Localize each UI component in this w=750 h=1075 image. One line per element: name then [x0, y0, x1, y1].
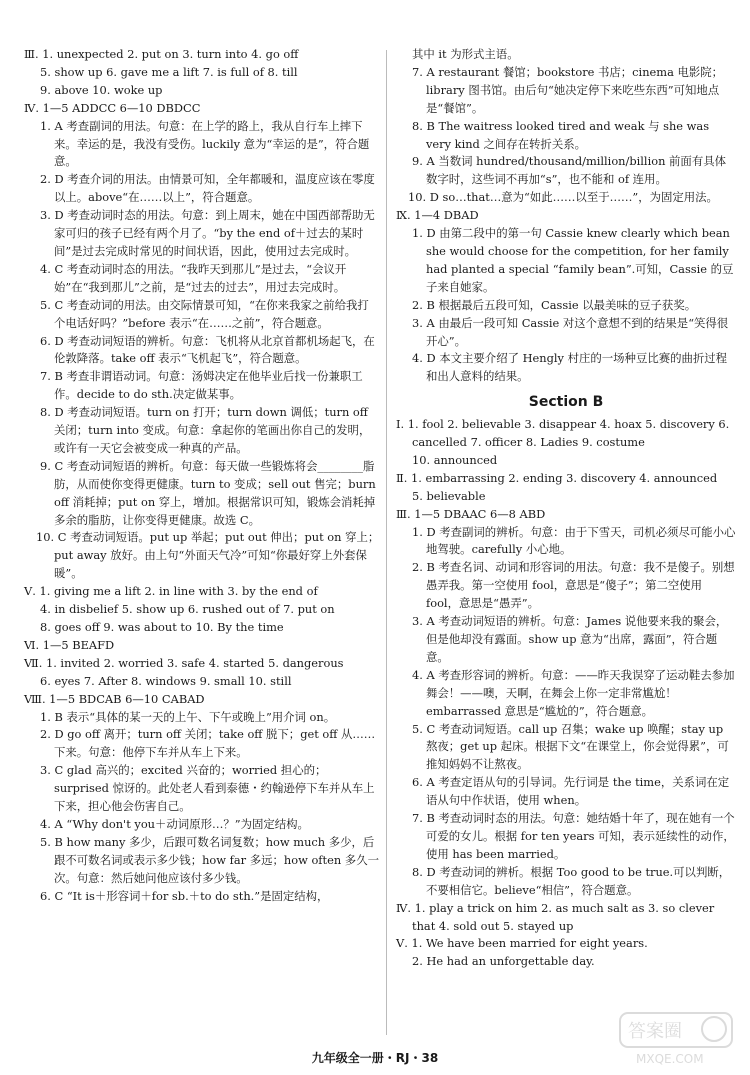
answer-section-heading: Ⅷ. 1—5 BDCAB 6—10 CABAD — [24, 691, 205, 706]
section-title: Section B — [528, 394, 604, 411]
answer-item: 5. believable — [412, 488, 486, 503]
page-footer: 九年级全一册・RJ・38 — [311, 1051, 439, 1065]
answer-section-heading: Ⅴ. 1. We have been married for eight years. — [396, 936, 648, 951]
svg-text:答案圈: 答案圈 — [628, 1021, 682, 1042]
answer-item: 2. D 考查介词的用法。由情景可知，全年都暖和，温度应该在零度以上。above“在……以上”，符合题意。 — [40, 172, 375, 205]
answer-item: 3. A 考查动词短语的辨析。句意：James 说他要来我的聚会，但是他却没有露面。show up 意为“出席，露面”，符合题意。 — [412, 614, 728, 664]
svg-text:MXQE.COM: MXQE.COM — [636, 1052, 704, 1066]
right-column-bottom — [396, 416, 736, 971]
answer-item: 7. B 考查动词时态的用法。句意：她结婚十年了，现在她有一个可爱的女儿。根据 for ten years 可知，表示延续性的动作，使用 has been married。 — [412, 811, 735, 861]
answer-item: 3. A 由最后一段可知 Cassie 对这个意想不到的结果是“笑得很开心”。 — [412, 315, 729, 348]
answer-item: 2. B 考查名词、动词和形容词的用法。句意：我不是傻子。别想愚弄我。第一空使用 fool，意思是“傻子”；第二空使用 fool，意思是“愚弄”。 — [412, 560, 735, 611]
column-divider — [386, 50, 387, 1035]
answer-item: 7. A restaurant 餐馆；bookstore 书店；cinema 电影院；library 图书馆。由后句“她决定停下来吃些东西”可知地点是“餐馆”。 — [412, 64, 724, 115]
answer-section-heading: Ⅰ. 1. fool 2. believable 3. disappear 4. hoax 5. discovery 6. cancelled 7. officer 8. Ladies 9. costume — [396, 417, 730, 450]
answer-item: 1. B 表示“具体的某一天的上午、下午或晚上”用介词 on。 — [40, 709, 336, 724]
answer-item: 2. B 根据最后五段可知，Cassie 以最美味的豆子获奖。 — [412, 297, 697, 312]
answer-section-heading: Ⅵ. 1—5 BEAFD — [24, 637, 115, 652]
answer-item: 4. A “Why don't you＋动词原形…？”为固定结构。 — [40, 816, 309, 831]
answer-item: 2. D go off 离开；turn off 关闭；take off 脱下；get off 从……下来。句意：他停下车并从车上下来。 — [40, 727, 376, 760]
answer-item: 3. D 考查动词时态的用法。句意：到上周末，她在中国西部帮助无家可归的孩子已经有两个月了。“by the end of＋过去的某时间”是过去完成时常见的时间状语，因此，使用过去完成时。 — [40, 208, 375, 258]
answer-item: 4. D 本文主要介绍了 Hengly 村庄的一场种豆比赛的曲折过程和出人意料的结果。 — [412, 351, 728, 384]
answer-item: 4. A 考查形容词的辨析。句意：——昨天我误穿了运动鞋去参加舞会！——噢，天啊，在舞会上你一定非常尴尬！embarrassed 意思是“尴尬的”，符合题意。 — [412, 667, 735, 718]
answer-item: 5. B how many 多少，后跟可数名词复数；how much 多少，后跟不可数名词或表示多少钱；how far 多远；how often 多久一次。句意：然后她问他应该付多少钱。 — [40, 834, 379, 885]
answer-item: 9. A 当数词 hundred/thousand/million/billion 前面有具体数字时，这些词不再加“s”，也不能和 of 连用。 — [412, 154, 726, 187]
answer-item: 5. C 考查动词的用法。由交际情景可知，“在你来我家之前给我打个电话好吗？”before 表示“在……之前”，符合题意。 — [40, 297, 369, 330]
answer-item: 10. announced — [412, 452, 498, 467]
answer-section-heading: Ⅱ. 1. embarrassing 2. ending 3. discovery 4. announced — [396, 470, 718, 485]
answer-section-heading: Ⅶ. 1. invited 2. worried 3. safe 4. started 5. dangerous — [24, 655, 344, 670]
left-column — [24, 46, 380, 906]
answer-item: 1. D 由第二段中的第一句 Cassie knew clearly which bean she would choose for the competition, for her family had planted a special “family bean”.可知，Cassie 的豆子来自她家。 — [412, 226, 734, 294]
answer-item: 1. A 考查副词的用法。句意：在上学的路上，我从自行车上摔下来。幸运的是，我没有受伤。luckily 意为“幸运的是”，符合题意。 — [40, 118, 370, 169]
right-column-top — [396, 46, 736, 386]
answer-item: 10. C 考查动词短语。put up 举起；put out 伸出；put on 穿上；put away 放好。由上句“外面天气冷”可知“你最好穿上外套保暖”。 — [36, 530, 380, 581]
answer-section-heading: Ⅲ. 1—5 DBAAC 6—8 ABD — [396, 506, 546, 521]
answer-item: 4. in disbelief 5. show up 6. rushed out of 7. put on — [40, 602, 335, 617]
answer-item: 6. C “It is＋形容词＋for sb.＋to do sth.”是固定结构， — [40, 888, 329, 903]
answer-item: 4. C 考查动词时态的用法。“我昨天到那儿”是过去，“会议开始”在“我到那儿”之前，是“过去的过去”，用过去完成时。 — [40, 261, 347, 294]
answer-item: 3. C glad 高兴的；excited 兴奋的；worried 担心的；surprised 惊讶的。此处老人看到泰德・约翰逊停下车并从车上下来，担心他会伤害自己。 — [40, 763, 375, 814]
answer-item: 10. D so…that…意为“如此……以至于……”，为固定用法。 — [408, 190, 718, 205]
answer-item: 9. C 考查动词短语的辨析。句意：每天做一些锻炼将会________脂肪，从而使你变得更健康。turn to 变成；sell out 售完；burn off 消耗掉；put on 穿上，增加。根据常识可知，锻炼会消耗掉多余的脂肪，让你变得更健康。故选 C。 — [40, 458, 376, 527]
answer-item: 5. show up 6. gave me a lift 7. is full of 8. till — [40, 64, 298, 79]
answer-item: 6. A 考查定语从句的引导词。先行词是 the time，关系词在定语从句中作状语，使用 when。 — [412, 775, 730, 808]
answer-item: 2. He had an unforgettable day. — [412, 954, 595, 969]
answer-item: 7. B 考查非谓语动词。句意：汤姆决定在他毕业后找一份兼职工作。decide to do sth.决定做某事。 — [40, 369, 363, 402]
answer-item: 其中 it 为形式主语。 — [412, 47, 519, 61]
answer-section-heading: Ⅳ. 1—5 ADDCC 6—10 DBDCC — [24, 100, 201, 115]
answer-item: 8. B The waitress looked tired and weak 与 she was very kind 之间存在转折关系。 — [412, 118, 710, 151]
answer-item: 6. eyes 7. After 8. windows 9. small 10. still — [40, 673, 292, 688]
answer-section-heading: Ⅴ. 1. giving me a lift 2. in line with 3. by the end of — [24, 584, 318, 599]
right-column — [396, 46, 736, 971]
answer-item: 8. D 考查动词的辨析。根据 Too good to be true.可以判断，不要相信它。believe“相信”，符合题意。 — [412, 864, 731, 897]
watermark-logo — [616, 1007, 736, 1067]
answer-section-heading: Ⅲ. 1. unexpected 2. put on 3. turn into 4. go off — [24, 47, 299, 61]
answer-section-heading: Ⅳ. 1. play a trick on him 2. as much salt as 3. so clever that 4. sold out 5. stayed up — [396, 900, 715, 933]
answer-item: 6. D 考查动词短语的辨析。句意：飞机将从北京首都机场起飞，在伦敦降落。take off 表示“飞机起飞”，符合题意。 — [40, 333, 375, 366]
answer-item: 1. D 考查副词的辨析。句意：由于下雪天，司机必须尽可能小心地驾驶。carefully 小心地。 — [412, 524, 736, 557]
answer-item: 9. above 10. woke up — [40, 82, 163, 97]
answer-item: 8. goes off 9. was about to 10. By the time — [40, 620, 284, 634]
answer-item: 5. C 考查动词短语。call up 召集；wake up 唤醒；stay up 熬夜；get up 起床。根据下文“在课堂上，你会觉得累”，可推知妈妈不让熬夜。 — [412, 721, 729, 772]
answer-section-heading: Ⅸ. 1—4 DBAD — [396, 208, 479, 223]
answer-item: 8. D 考查动词短语。turn on 打开；turn down 调低；turn off 关闭；turn into 变成。句意：拿起你的笔画出你自己的发明，或许有一天它会被变成一种真的产品。 — [40, 405, 371, 455]
